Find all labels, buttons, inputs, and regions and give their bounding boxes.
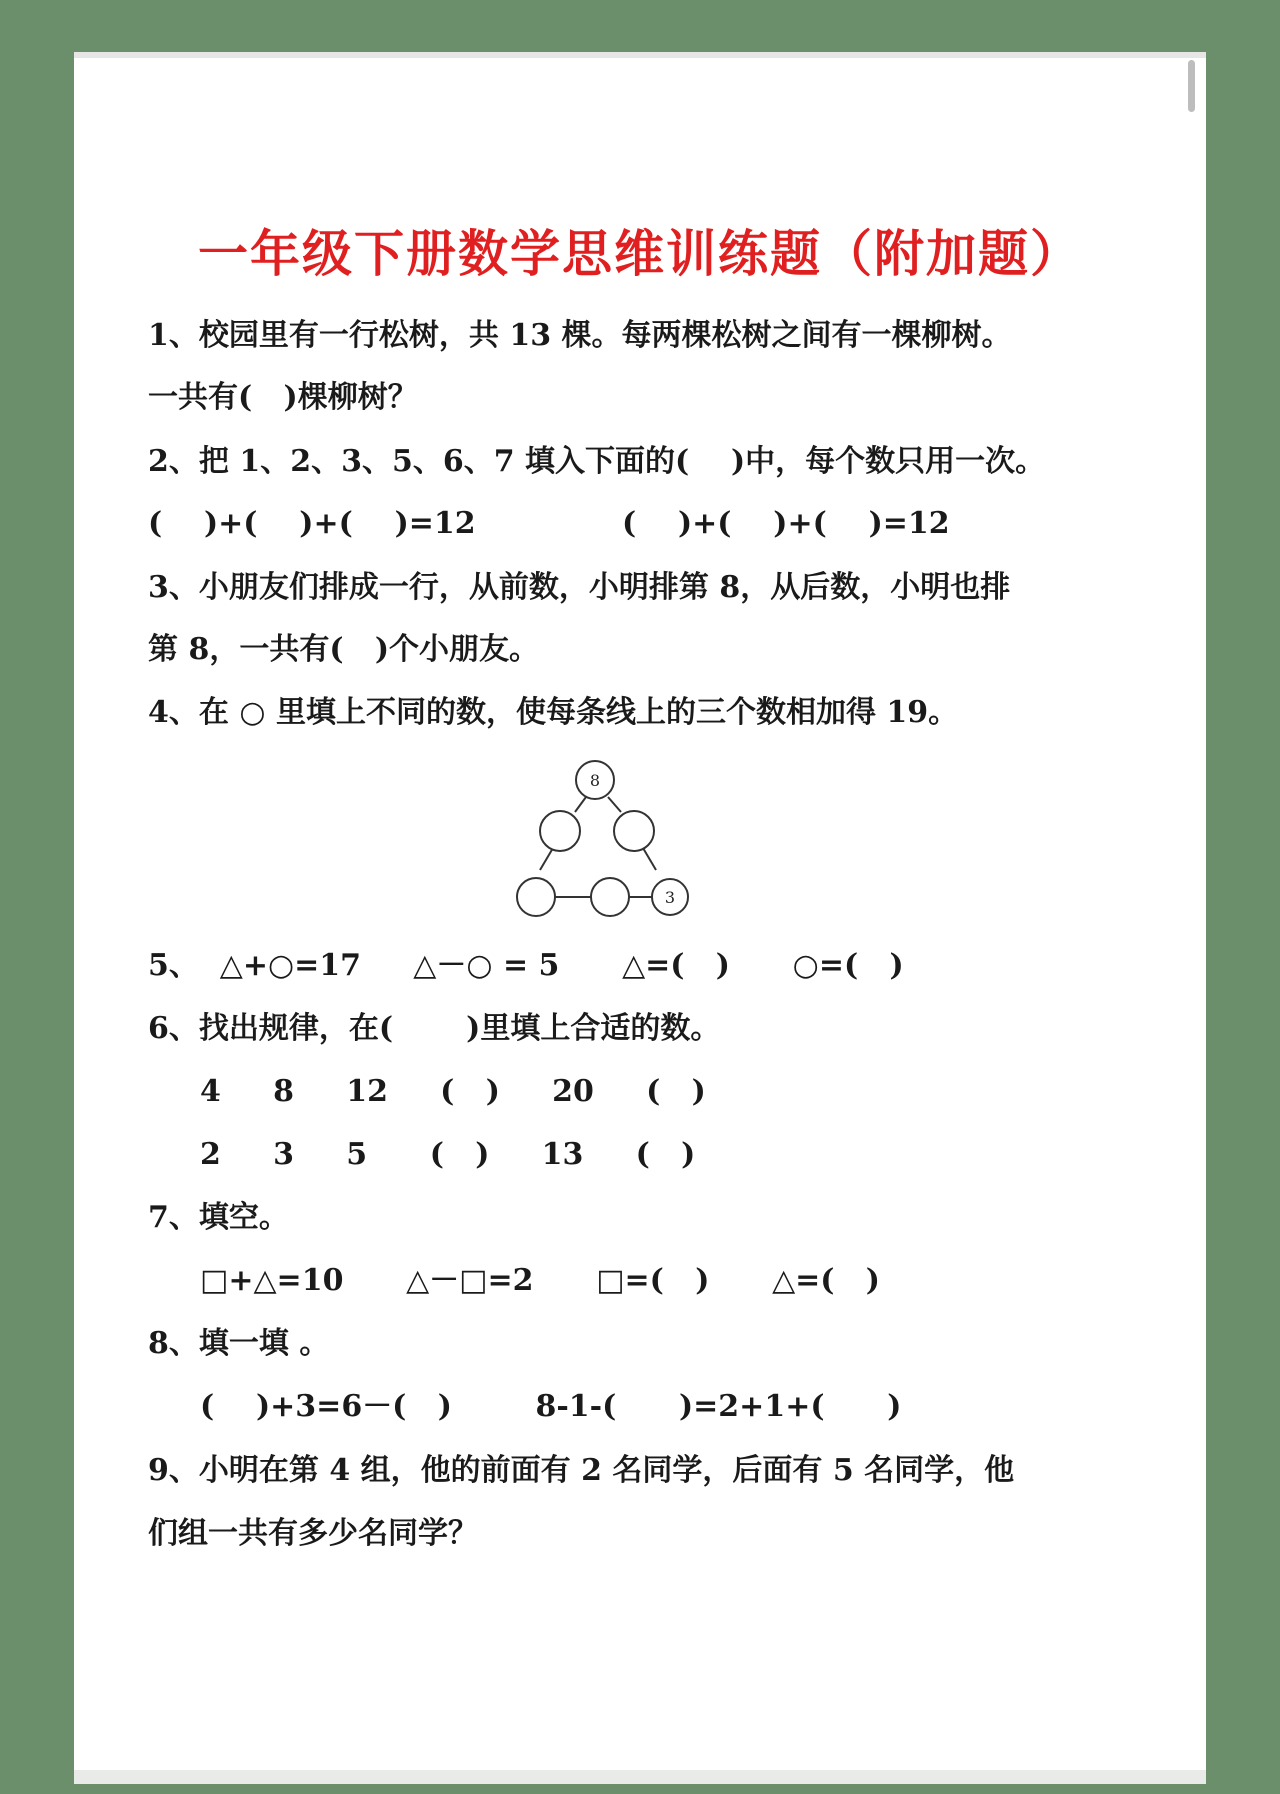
diagram-circle-bottom-middle xyxy=(591,878,629,916)
diagram-top-number: 8 xyxy=(589,771,601,790)
question-1-line-2: 一共有( )棵柳树？ xyxy=(148,380,418,415)
page-bottom-edge xyxy=(74,1770,1206,1784)
question-2-equation-2: ( )+( )+( )=12 xyxy=(622,506,950,541)
triangle-circle-diagram xyxy=(500,756,710,926)
question-5-line-1: 5、 △+○=17 △－○ = 5 △=( ) ○=( ) xyxy=(148,948,904,983)
diagram-circle-left-middle xyxy=(540,811,580,851)
question-3-line-2: 第 8，一共有( )个小朋友。 xyxy=(148,632,540,667)
question-8-line-2: ( )+3=6－( ) 8-1-( )=2+1+( ) xyxy=(200,1389,902,1424)
question-3-line-1: 3、小朋友们排成一行，从前数，小明排第 8，从后数，小明也排 xyxy=(148,570,1011,605)
question-9-line-2: 们组一共有多少名同学？ xyxy=(148,1516,478,1551)
question-7-line-1: 7、填空。 xyxy=(148,1200,289,1235)
question-6-sequence-2: 2 3 5 ( ) 13 ( ) xyxy=(200,1137,696,1172)
question-6-line-1: 6、找出规律，在( )里填上合适的数。 xyxy=(148,1011,721,1046)
question-9-line-1: 9、小明在第 4 组，他的前面有 2 名同学，后面有 5 名同学，他 xyxy=(148,1453,1015,1488)
question-7-line-2: □+△=10 △－□=2 □=( ) △=( ) xyxy=(200,1263,880,1298)
question-6-sequence-1: 4 8 12 ( ) 20 ( ) xyxy=(200,1074,706,1109)
question-2-equation-1: ( )+( )+( )=12 xyxy=(148,506,476,541)
diagram-bottom-right-number: 3 xyxy=(664,888,676,907)
diagram-circle-right-middle xyxy=(614,811,654,851)
question-2-line-1: 2、把 1、2、3、5、6、7 填入下面的( )中，每个数只用一次。 xyxy=(148,444,1046,479)
question-8-line-1: 8、填一填 。 xyxy=(148,1326,330,1361)
question-4-line-1: 4、在 ○ 里填上不同的数，使每条线上的三个数相加得 19。 xyxy=(148,695,959,730)
worksheet-title: 一年级下册数学思维训练题（附加题） xyxy=(198,224,1082,283)
question-1-line-1: 1、校园里有一行松树，共 13 棵。每两棵松树之间有一棵柳树。 xyxy=(148,318,1012,353)
scrollbar-thumb[interactable] xyxy=(1188,60,1195,112)
diagram-circle-bottom-left xyxy=(517,878,555,916)
